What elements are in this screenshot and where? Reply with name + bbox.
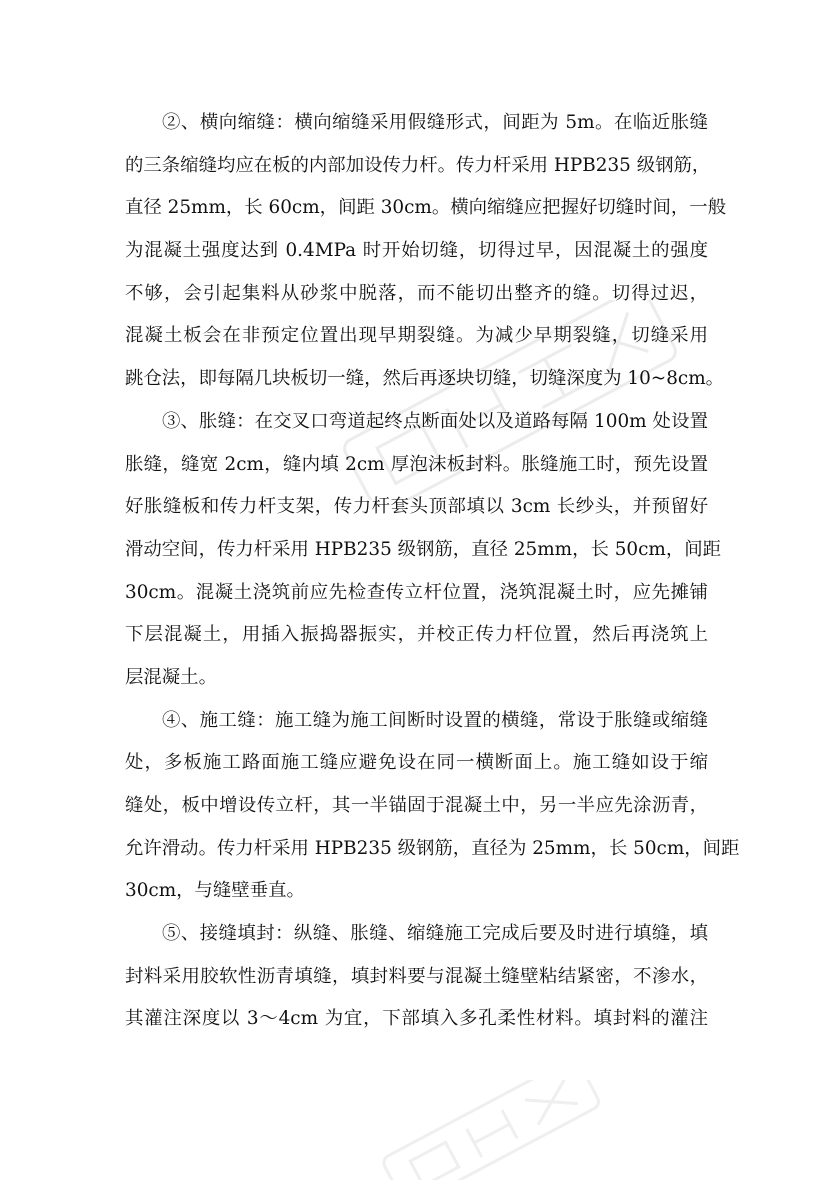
text-line: ③、胀缝：在交叉口弯道起终点断面处以及道路每隔 100m 处设置 [162,410,708,432]
text-line: ⑤、接缝填封：纵缝、胀缝、缩缝施工完成后要及时进行填缝，填 [162,923,708,945]
paragraph-expansion-joint [125,401,722,700]
text-line: 处，多板施工路面施工缝应避免设在同一横断面上。施工缝如设于缩 [125,752,708,774]
text-line: 层混凝土。 [125,666,217,688]
watermark-logo-icon-bottom [360,1080,620,1180]
text-line: ④、施工缝：施工缝为施工间断时设置的横缝，常设于胀缝或缩缝 [162,709,708,731]
text-line: 30cm。混凝土浇筑前应先检查传立杆位置，浇筑混凝土时，应先摊铺 [125,581,708,603]
text-line: 下层混凝土，用插入振捣器振实，并校正传力杆位置，然后再浇筑上 [125,624,708,646]
text-line: 混凝土板会在非预定位置出现早期裂缝。为减少早期裂缝，切缝采用 [125,325,708,347]
paragraph-transverse-shrinkage-joint [125,102,727,401]
paragraph-joint-sealing [125,913,708,1041]
text-line: 为混凝土强度达到 0.4MPa 时开始切缝，切得过早，因混凝土的强度 [125,240,708,262]
text-line: 跳仓法，即每隔几块板切一缝，然后再逐块切缝，切缝深度为 10~8cm。 [125,368,725,390]
text-line: 30cm，与缝壁垂直。 [125,880,305,902]
text-line: 好胀缝板和传力杆支架，传力杆套头顶部填以 3cm 长纱头，并预留好 [125,496,708,518]
text-line: 缝处，板中增设传立杆，其一半锚固于混凝土中，另一半应先涂沥青， [125,795,708,816]
text-line: 的三条缩缝均应在板的内部加设传力杆。传力杆采用 HPB235 级钢筋， [125,154,711,176]
text-line: 封料采用胶软性沥青填缝，填封料要与混凝土缝壁粘结紧密，不渗水， [125,965,708,987]
text-line: 直径 25mm，长 60cm，间距 30cm。横向缩缝应把握好切缝时间，一般 [125,197,727,219]
text-line: 允许滑动。传力杆采用 HPB235 级钢筋，直径为 25mm，长 50cm，间距 [125,837,740,859]
document-body [125,102,740,1041]
text-line: 不够，会引起集料从砂浆中脱落，而不能切出整齐的缝。切得过迟， [125,282,708,304]
text-line: ②、横向缩缝：横向缩缝采用假缝形式，间距为 5m。在临近胀缝 [162,112,708,133]
paragraph-construction-joint [125,700,740,913]
text-line: 其灌注深度以 3～4cm 为宜，下部填入多孔柔性材料。填封料的灌注 [125,1008,708,1030]
text-line: 胀缝，缝宽 2cm，缝内填 2cm 厚泡沫板封料。胀缝施工时，预先设置 [125,453,708,475]
text-line: 滑动空间，传力杆采用 HPB235 级钢筋，直径 25mm，长 50cm，间距 [125,538,722,560]
